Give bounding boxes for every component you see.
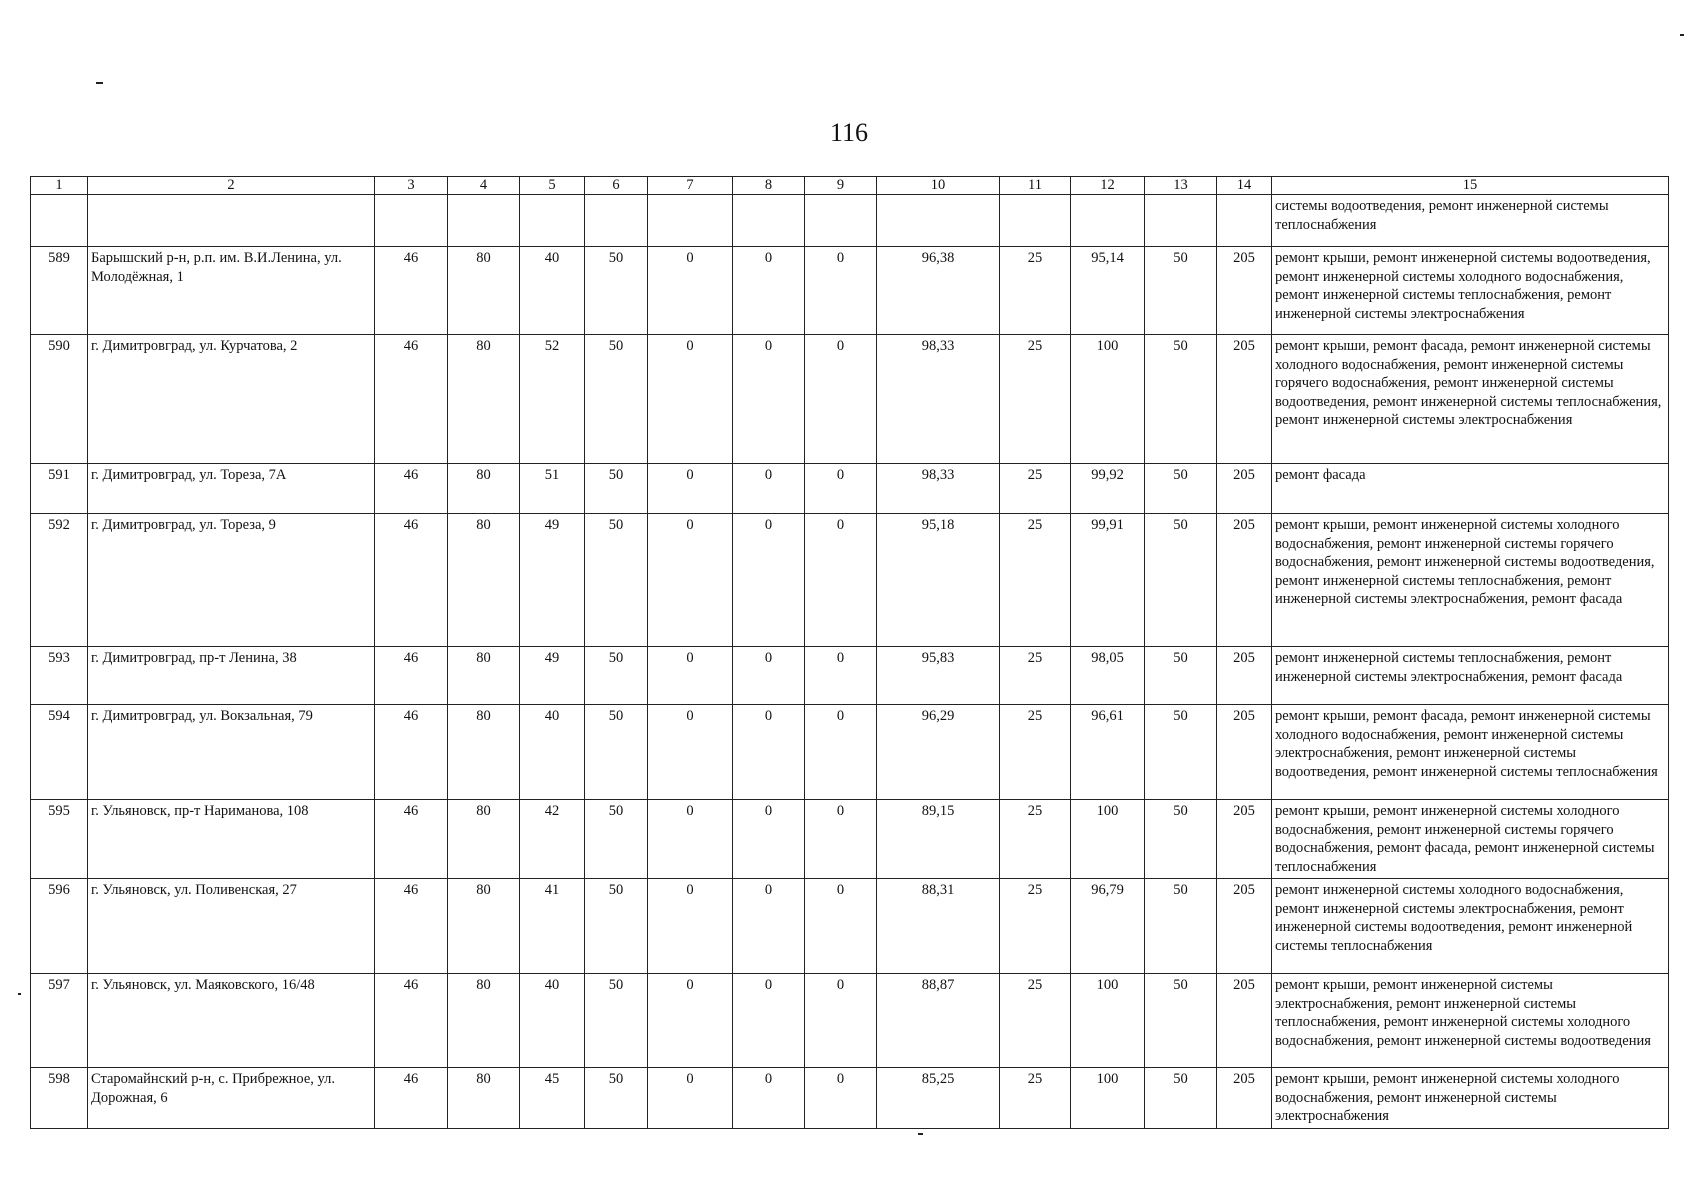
address-cell: г. Димитровград, ул. Курчатова, 2 [88, 335, 375, 464]
scan-speck [918, 1133, 923, 1135]
table-row [31, 1068, 1669, 1129]
value-cell: 0 [648, 974, 733, 1068]
value-cell: 0 [805, 335, 877, 464]
page-number: 116 [829, 118, 869, 147]
address-cell: г. Ульяновск, пр-т Нариманова, 108 [88, 800, 375, 879]
value-cell: 25 [1000, 800, 1071, 879]
value-cell: 49 [520, 647, 585, 705]
value-cell: 0 [805, 705, 877, 800]
value-cell: 0 [805, 879, 877, 974]
value-cell: 0 [733, 1068, 805, 1129]
value-cell: 50 [1145, 464, 1217, 514]
value-cell: 50 [585, 1068, 648, 1129]
value-cell: 89,15 [877, 800, 1000, 879]
value-cell: 50 [1145, 247, 1217, 335]
value-cell: 46 [375, 335, 448, 464]
value-cell: 25 [1000, 705, 1071, 800]
value-cell [1071, 195, 1145, 247]
row-number: 592 [31, 514, 88, 647]
value-cell: 46 [375, 1068, 448, 1129]
value-cell: 96,61 [1071, 705, 1145, 800]
value-cell: 25 [1000, 335, 1071, 464]
value-cell: 25 [1000, 464, 1071, 514]
works-cell: ремонт крыши, ремонт фасада, ремонт инженерной системы холодного водоснабжения, ремонт инженерной системы электроснабжения, ремонт инженерной системы водоотведения, ремонт инженерной системы теплоснабжения [1272, 705, 1669, 800]
column-header: 14 [1217, 177, 1272, 195]
value-cell: 80 [448, 974, 520, 1068]
value-cell: 99,92 [1071, 464, 1145, 514]
value-cell: 0 [733, 247, 805, 335]
works-cell: ремонт фасада [1272, 464, 1669, 514]
value-cell: 50 [1145, 879, 1217, 974]
value-cell: 25 [1000, 514, 1071, 647]
value-cell [520, 195, 585, 247]
value-cell: 25 [1000, 879, 1071, 974]
table-row [31, 464, 1669, 514]
value-cell: 100 [1071, 1068, 1145, 1129]
row-number: 596 [31, 879, 88, 974]
column-header: 15 [1272, 177, 1669, 195]
column-header: 5 [520, 177, 585, 195]
continuation-row [31, 195, 1669, 247]
value-cell [648, 195, 733, 247]
value-cell: 50 [585, 974, 648, 1068]
value-cell [733, 195, 805, 247]
value-cell [585, 195, 648, 247]
value-cell: 95,14 [1071, 247, 1145, 335]
scan-speck [1680, 34, 1684, 36]
value-cell: 205 [1217, 647, 1272, 705]
value-cell: 0 [733, 647, 805, 705]
value-cell: 0 [648, 647, 733, 705]
table-row [31, 974, 1669, 1068]
table-row [31, 647, 1669, 705]
value-cell: 0 [733, 705, 805, 800]
value-cell: 46 [375, 514, 448, 647]
value-cell: 46 [375, 879, 448, 974]
column-header: 13 [1145, 177, 1217, 195]
value-cell: 50 [585, 800, 648, 879]
row-number: 590 [31, 335, 88, 464]
row-number: 597 [31, 974, 88, 1068]
value-cell: 50 [1145, 647, 1217, 705]
value-cell: 80 [448, 800, 520, 879]
value-cell [805, 195, 877, 247]
scan-speck [96, 82, 103, 84]
value-cell: 50 [585, 647, 648, 705]
value-cell: 40 [520, 974, 585, 1068]
address-cell: г. Ульяновск, ул. Маяковского, 16/48 [88, 974, 375, 1068]
value-cell: 25 [1000, 974, 1071, 1068]
value-cell: 0 [805, 974, 877, 1068]
row-number: 598 [31, 1068, 88, 1129]
row-number: 593 [31, 647, 88, 705]
value-cell: 50 [1145, 800, 1217, 879]
column-header: 10 [877, 177, 1000, 195]
value-cell: 50 [1145, 705, 1217, 800]
value-cell: 95,83 [877, 647, 1000, 705]
address-cell: г. Димитровград, ул. Тореза, 9 [88, 514, 375, 647]
column-header: 9 [805, 177, 877, 195]
value-cell [375, 195, 448, 247]
value-cell: 40 [520, 705, 585, 800]
value-cell: 0 [648, 247, 733, 335]
value-cell: 0 [648, 705, 733, 800]
value-cell: 46 [375, 974, 448, 1068]
value-cell: 40 [520, 247, 585, 335]
column-header: 1 [31, 177, 88, 195]
value-cell: 100 [1071, 974, 1145, 1068]
value-cell: 88,87 [877, 974, 1000, 1068]
value-cell: 0 [805, 514, 877, 647]
value-cell: 0 [648, 800, 733, 879]
value-cell: 98,05 [1071, 647, 1145, 705]
table-row [31, 705, 1669, 800]
value-cell: 205 [1217, 974, 1272, 1068]
value-cell: 0 [648, 514, 733, 647]
value-cell: 0 [733, 879, 805, 974]
value-cell: 96,29 [877, 705, 1000, 800]
value-cell: 46 [375, 800, 448, 879]
column-header: 3 [375, 177, 448, 195]
value-cell [1145, 195, 1217, 247]
value-cell: 0 [805, 464, 877, 514]
value-cell: 98,33 [877, 335, 1000, 464]
works-cell: ремонт крыши, ремонт инженерной системы холодного водоснабжения, ремонт инженерной системы горячего водоснабжения, ремонт фасада, ремонт инженерной системы теплоснабжения [1272, 800, 1669, 879]
value-cell: 50 [585, 879, 648, 974]
value-cell: 0 [805, 800, 877, 879]
value-cell: 80 [448, 247, 520, 335]
value-cell: 100 [1071, 335, 1145, 464]
table-row [31, 247, 1669, 335]
column-header: 12 [1071, 177, 1145, 195]
value-cell: 80 [448, 705, 520, 800]
value-cell: 80 [448, 335, 520, 464]
value-cell: 50 [585, 335, 648, 464]
works-cell: ремонт крыши, ремонт инженерной системы холодного водоснабжения, ремонт инженерной системы горячего водоснабжения, ремонт инженерной системы водоотведения, ремонт инженерной системы теплоснабжения, ремонт инженерной системы электроснабжения, ремонт фасада [1272, 514, 1669, 647]
works-cell: ремонт крыши, ремонт инженерной системы электроснабжения, ремонт инженерной системы теплоснабжения, ремонт инженерной системы холодного водоснабжения, ремонт инженерной системы водоотведения [1272, 974, 1669, 1068]
column-header: 11 [1000, 177, 1071, 195]
value-cell: 205 [1217, 464, 1272, 514]
table-row [31, 514, 1669, 647]
value-cell: 41 [520, 879, 585, 974]
address-cell: г. Димитровград, ул. Вокзальная, 79 [88, 705, 375, 800]
value-cell: 50 [585, 464, 648, 514]
value-cell: 80 [448, 879, 520, 974]
value-cell: 0 [733, 335, 805, 464]
row-number: 591 [31, 464, 88, 514]
value-cell: 50 [585, 705, 648, 800]
value-cell: 46 [375, 247, 448, 335]
works-cell: ремонт инженерной системы холодного водоснабжения, ремонт инженерной системы электроснабжения, ремонт инженерной системы водоотведения, ремонт инженерной системы теплоснабжения [1272, 879, 1669, 974]
value-cell: 45 [520, 1068, 585, 1129]
value-cell: 0 [733, 800, 805, 879]
address-cell: Барышский р-н, р.п. им. В.И.Ленина, ул. Молодёжная, 1 [88, 247, 375, 335]
value-cell: 46 [375, 464, 448, 514]
value-cell: 0 [805, 247, 877, 335]
table-row [31, 800, 1669, 879]
row-number: 594 [31, 705, 88, 800]
value-cell: 50 [1145, 335, 1217, 464]
value-cell: 96,79 [1071, 879, 1145, 974]
value-cell: 205 [1217, 335, 1272, 464]
value-cell: 205 [1217, 247, 1272, 335]
value-cell: 100 [1071, 800, 1145, 879]
value-cell: 46 [375, 647, 448, 705]
column-header: 4 [448, 177, 520, 195]
value-cell [1217, 195, 1272, 247]
value-cell: 0 [733, 464, 805, 514]
value-cell: 80 [448, 647, 520, 705]
address-cell: г. Димитровград, пр-т Ленина, 38 [88, 647, 375, 705]
value-cell: 205 [1217, 1068, 1272, 1129]
value-cell [1000, 195, 1071, 247]
works-cell: ремонт инженерной системы теплоснабжения, ремонт инженерной системы электроснабжения, ремонт фасада [1272, 647, 1669, 705]
column-header: 7 [648, 177, 733, 195]
value-cell: 25 [1000, 1068, 1071, 1129]
value-cell: 80 [448, 464, 520, 514]
value-cell: 0 [733, 514, 805, 647]
value-cell: 0 [648, 1068, 733, 1129]
value-cell: 0 [648, 464, 733, 514]
value-cell: 88,31 [877, 879, 1000, 974]
row-number: 589 [31, 247, 88, 335]
renovation-table [30, 176, 1669, 1129]
value-cell: 205 [1217, 800, 1272, 879]
value-cell: 50 [1145, 1068, 1217, 1129]
value-cell: 205 [1217, 705, 1272, 800]
table-row [31, 335, 1669, 464]
row-number [31, 195, 88, 247]
address-cell: г. Димитровград, ул. Тореза, 7А [88, 464, 375, 514]
column-header: 6 [585, 177, 648, 195]
value-cell: 52 [520, 335, 585, 464]
works-cell: системы водоотведения, ремонт инженерной системы теплоснабжения [1272, 195, 1669, 247]
value-cell: 85,25 [877, 1068, 1000, 1129]
value-cell: 99,91 [1071, 514, 1145, 647]
value-cell: 25 [1000, 647, 1071, 705]
address-cell [88, 195, 375, 247]
scan-speck [18, 993, 21, 995]
column-number-row [31, 177, 1669, 195]
value-cell: 50 [1145, 514, 1217, 647]
address-cell: Старомайнский р-н, с. Прибрежное, ул. Дорожная, 6 [88, 1068, 375, 1129]
value-cell: 50 [1145, 974, 1217, 1068]
address-cell: г. Ульяновск, ул. Поливенская, 27 [88, 879, 375, 974]
works-cell: ремонт крыши, ремонт инженерной системы холодного водоснабжения, ремонт инженерной системы электроснабжения [1272, 1068, 1669, 1129]
value-cell: 46 [375, 705, 448, 800]
value-cell: 0 [648, 335, 733, 464]
works-cell: ремонт крыши, ремонт инженерной системы водоотведения, ремонт инженерной системы холодного водоснабжения, ремонт инженерной системы теплоснабжения, ремонт инженерной системы электроснабжения [1272, 247, 1669, 335]
table-row [31, 879, 1669, 974]
value-cell: 98,33 [877, 464, 1000, 514]
value-cell: 80 [448, 1068, 520, 1129]
value-cell [877, 195, 1000, 247]
column-header: 8 [733, 177, 805, 195]
value-cell: 205 [1217, 879, 1272, 974]
value-cell: 205 [1217, 514, 1272, 647]
works-cell: ремонт крыши, ремонт фасада, ремонт инженерной системы холодного водоснабжения, ремонт инженерной системы горячего водоснабжения, ремонт инженерной системы водоотведения, ремонт инженерной системы теплоснабжения, ремонт инженерной системы электроснабжения [1272, 335, 1669, 464]
value-cell: 80 [448, 514, 520, 647]
value-cell: 51 [520, 464, 585, 514]
value-cell: 0 [805, 647, 877, 705]
value-cell: 49 [520, 514, 585, 647]
value-cell: 50 [585, 514, 648, 647]
value-cell: 50 [585, 247, 648, 335]
value-cell: 95,18 [877, 514, 1000, 647]
value-cell: 42 [520, 800, 585, 879]
column-header: 2 [88, 177, 375, 195]
value-cell: 0 [733, 974, 805, 1068]
row-number: 595 [31, 800, 88, 879]
value-cell: 96,38 [877, 247, 1000, 335]
value-cell [448, 195, 520, 247]
value-cell: 25 [1000, 247, 1071, 335]
value-cell: 0 [648, 879, 733, 974]
value-cell: 0 [805, 1068, 877, 1129]
